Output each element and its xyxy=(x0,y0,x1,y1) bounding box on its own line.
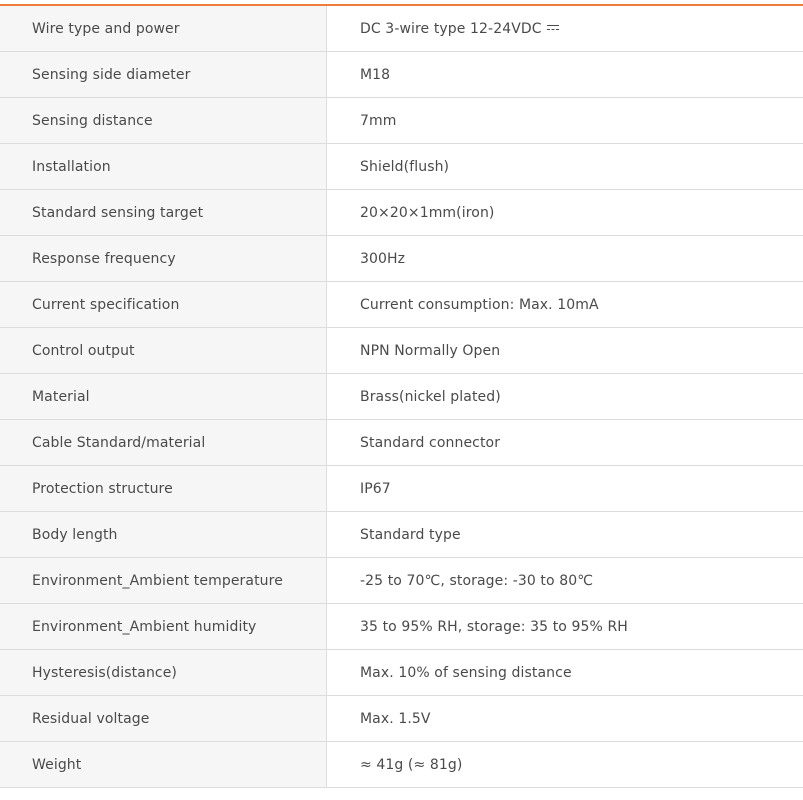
spec-row-control-output xyxy=(0,328,803,374)
spec-row-weight xyxy=(0,742,803,788)
spec-value: Max. 1.5V xyxy=(327,696,803,741)
spec-value-cell xyxy=(327,6,803,51)
spec-value: 300Hz xyxy=(327,236,803,281)
spec-label: Response frequency xyxy=(0,236,327,281)
spec-row-installation xyxy=(0,144,803,190)
spec-label: Sensing distance xyxy=(0,98,327,143)
spec-label: Cable Standard/material xyxy=(0,420,327,465)
spec-label: Residual voltage xyxy=(0,696,327,741)
spec-value: ≈ 41g (≈ 81g) xyxy=(327,742,803,787)
spec-value: 7mm xyxy=(327,98,803,143)
spec-row-cable xyxy=(0,420,803,466)
spec-row-sensing-target xyxy=(0,190,803,236)
spec-value: NPN Normally Open xyxy=(327,328,803,373)
spec-row-humidity xyxy=(0,604,803,650)
spec-row-hysteresis xyxy=(0,650,803,696)
spec-value: IP67 xyxy=(327,466,803,511)
spec-row-diameter xyxy=(0,52,803,98)
spec-label: Standard sensing target xyxy=(0,190,327,235)
spec-value: Standard type xyxy=(327,512,803,557)
spec-value: Shield(flush) xyxy=(327,144,803,189)
spec-value: Standard connector xyxy=(327,420,803,465)
spec-row-current xyxy=(0,282,803,328)
spec-label: Control output xyxy=(0,328,327,373)
spec-value: Brass(nickel plated) xyxy=(327,374,803,419)
dc-current-icon xyxy=(547,25,559,31)
spec-value: 35 to 95% RH, storage: 35 to 95% RH xyxy=(327,604,803,649)
spec-row-response-frequency xyxy=(0,236,803,282)
spec-row-sensing-distance xyxy=(0,98,803,144)
spec-row-protection xyxy=(0,466,803,512)
spec-value: M18 xyxy=(327,52,803,97)
spec-label: Material xyxy=(0,374,327,419)
spec-label: Sensing side diameter xyxy=(0,52,327,97)
spec-label: Weight xyxy=(0,742,327,787)
spec-label: Hysteresis(distance) xyxy=(0,650,327,695)
spec-label: Body length xyxy=(0,512,327,557)
spec-value: Max. 10% of sensing distance xyxy=(327,650,803,695)
spec-label: Wire type and power xyxy=(0,6,327,51)
spec-label: Environment_Ambient humidity xyxy=(0,604,327,649)
spec-row-residual-voltage xyxy=(0,696,803,742)
spec-value: 20×20×1mm(iron) xyxy=(327,190,803,235)
spec-row-material xyxy=(0,374,803,420)
spec-row-body-length xyxy=(0,512,803,558)
spec-label: Installation xyxy=(0,144,327,189)
spec-label: Protection structure xyxy=(0,466,327,511)
spec-row-wire-type xyxy=(0,6,803,52)
spec-value: -25 to 70℃, storage: -30 to 80℃ xyxy=(327,558,803,603)
spec-value: Current consumption: Max. 10mA xyxy=(327,282,803,327)
spec-row-temperature xyxy=(0,558,803,604)
spec-label: Current specification xyxy=(0,282,327,327)
spec-label: Environment_Ambient temperature xyxy=(0,558,327,603)
spec-value: DC 3-wire type 12-24VDC xyxy=(360,20,542,37)
spec-table xyxy=(0,4,803,788)
